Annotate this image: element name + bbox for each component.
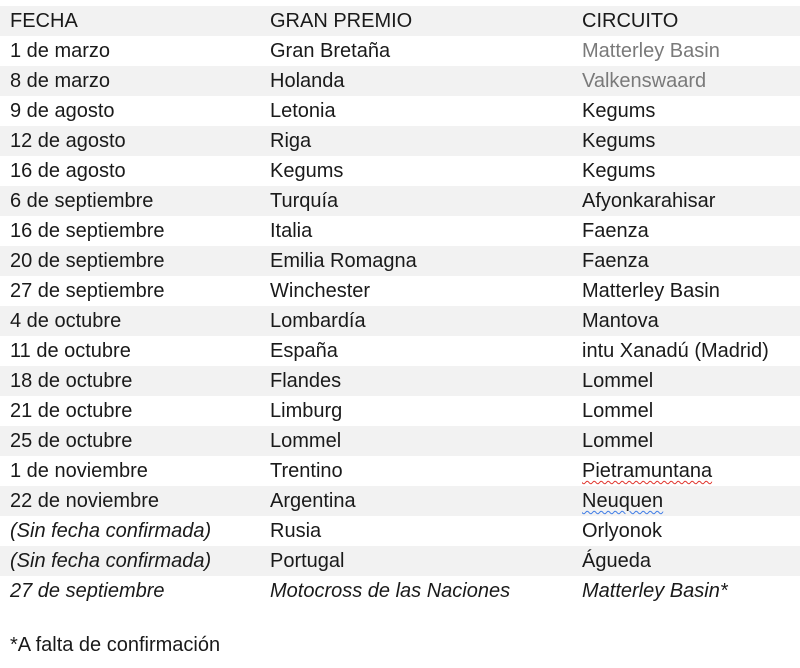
cell-fecha: 20 de septiembre [0, 246, 260, 276]
cell-circuito: Lommel [572, 366, 800, 396]
cell-circuito: Faenza [572, 246, 800, 276]
table-row [0, 66, 800, 96]
cell-circuito: Águeda [572, 546, 800, 576]
cell-circuito [572, 456, 800, 486]
cell-circuito [572, 486, 800, 516]
table-row [0, 126, 800, 156]
table-row [0, 396, 800, 426]
cell-circuito: Kegums [582, 160, 656, 182]
table-row [0, 336, 800, 366]
grammar-flagged-text: Neuquen [582, 490, 664, 512]
cell-fecha: 8 de marzo [0, 66, 260, 96]
cell-circuito: Lommel [572, 426, 800, 456]
table-row [0, 546, 800, 576]
cell-gran-premio: Flandes [260, 366, 572, 396]
cell-fecha: 22 de noviembre [0, 486, 260, 516]
cell-circuito: Afyonkarahisar [572, 186, 800, 216]
cell-circuito: Valkenswaard [572, 66, 800, 96]
cell-fecha: 18 de octubre [0, 366, 260, 396]
cell-gran-premio: Trentino [270, 460, 343, 482]
cell-circuito: Orlyonok [582, 520, 663, 542]
cell-fecha: 9 de agosto [10, 100, 115, 122]
table-row [0, 486, 800, 516]
table-row [0, 306, 800, 336]
cell-gran-premio: Motocross de las Naciones [270, 580, 511, 602]
table-row [0, 246, 800, 276]
cell-fecha: 25 de octubre [0, 426, 260, 456]
cell-fecha: 1 de marzo [10, 40, 111, 62]
cell-gran-premio: Riga [260, 126, 572, 156]
cell-gran-premio: Rusia [270, 520, 322, 542]
table-row [0, 576, 800, 606]
table-row [0, 456, 800, 486]
header-gran-premio: GRAN PREMIO [260, 6, 572, 36]
cell-gran-premio: España [270, 340, 338, 362]
table-row [0, 186, 800, 216]
cell-circuito: Matterley Basin [582, 280, 720, 302]
cell-gran-premio: Kegums [270, 160, 344, 182]
table-row [0, 216, 800, 246]
cell-fecha: (Sin fecha confirmada) [0, 546, 260, 576]
cell-gran-premio: Letonia [270, 100, 336, 122]
cell-gran-premio: Lombardía [260, 306, 572, 336]
cell-fecha: 6 de septiembre [0, 186, 260, 216]
cell-fecha: 12 de agosto [0, 126, 260, 156]
cell-gran-premio: Gran Bretaña [270, 40, 391, 62]
cell-gran-premio: Portugal [260, 546, 572, 576]
cell-circuito: Matterley Basin* [582, 580, 728, 602]
cell-gran-premio: Lommel [260, 426, 572, 456]
cell-circuito: Kegums [572, 126, 800, 156]
table-row [0, 156, 800, 186]
cell-circuito: Matterley Basin [582, 40, 720, 62]
cell-gran-premio: Winchester [270, 280, 371, 302]
cell-fecha: 4 de octubre [0, 306, 260, 336]
table-row [0, 276, 800, 306]
table-row [0, 96, 800, 126]
cell-circuito: Kegums [582, 100, 656, 122]
cell-fecha: 27 de septiembre [10, 280, 165, 302]
cell-fecha: (Sin fecha confirmada) [10, 520, 212, 542]
cell-fecha: 27 de septiembre [10, 580, 165, 602]
cell-gran-premio: Limburg [270, 400, 343, 422]
cell-fecha: 16 de septiembre [10, 220, 165, 242]
cell-circuito: Faenza [582, 220, 649, 242]
cell-circuito: intu Xanadú (Madrid) [582, 340, 769, 362]
table-header-row [0, 6, 800, 36]
footnote: *A falta de confirmación [10, 634, 221, 656]
header-fecha: FECHA [0, 6, 260, 36]
cell-fecha: 1 de noviembre [10, 460, 148, 482]
table-row [0, 36, 800, 66]
cell-circuito: Mantova [572, 306, 800, 336]
cell-gran-premio: Emilia Romagna [260, 246, 572, 276]
cell-gran-premio: Argentina [260, 486, 572, 516]
cell-fecha: 16 de agosto [10, 160, 126, 182]
cell-gran-premio: Holanda [260, 66, 572, 96]
spellcheck-flagged-text: Pietramuntana [582, 460, 713, 482]
header-circuito: CIRCUITO [572, 6, 800, 36]
schedule-table [0, 6, 800, 606]
cell-gran-premio: Italia [270, 220, 313, 242]
cell-fecha: 11 de octubre [10, 340, 131, 362]
cell-circuito: Lommel [582, 400, 654, 422]
table-row [0, 516, 800, 546]
table-row [0, 366, 800, 396]
cell-gran-premio: Turquía [260, 186, 572, 216]
table-row [0, 426, 800, 456]
cell-fecha: 21 de octubre [10, 400, 133, 422]
